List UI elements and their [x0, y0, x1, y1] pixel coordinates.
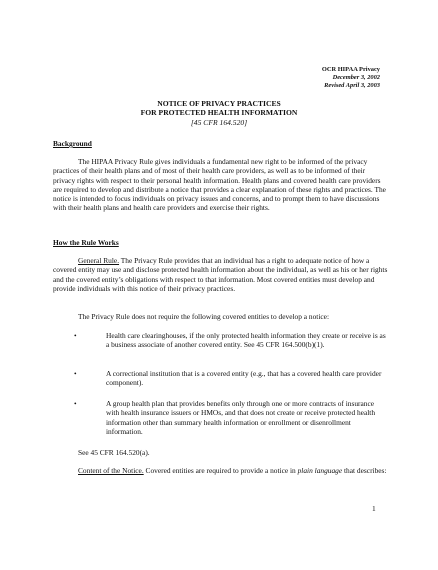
plain-language-term: plain language [297, 466, 343, 475]
header-date: December 3, 2002 [332, 74, 380, 82]
see-cfr-reference: See 45 CFR 164.520(a). [78, 448, 150, 457]
bullet-item-group-health-plan: A group health plan that provides benefits only through one or more contracts of insurance with health insurance issuers or HMOs, and that does not create or receive protected health information other than summary health information or enrollment or disenrollment information. [106, 399, 376, 436]
title-citation: [45 CFR 164.520] [190, 117, 248, 127]
content-of-notice-paragraph [53, 466, 388, 475]
title-line-1: NOTICE OF PRIVACY PRACTICES [157, 99, 281, 108]
document-title [0, 99, 438, 127]
title-line-2: FOR PROTECTED HEALTH INFORMATION [140, 108, 298, 118]
document-header [322, 66, 380, 91]
general-rule-paragraph [53, 256, 388, 293]
bullet-item-correctional: A correctional institution that is a covered entity (e.g., that has a covered health care provider component). [106, 369, 382, 388]
background-heading: Background [53, 139, 92, 148]
bullet-marker: • [74, 399, 77, 408]
general-rule-label: General Rule. [78, 256, 120, 265]
not-required-intro: The Privacy Rule does not require the following covered entities to develop a notice: [78, 312, 330, 321]
header-revised-date: Revised April 3, 2003 [324, 82, 380, 90]
bullet-item-clearinghouses: Health care clearinghouses, if the only protected health information they create or receive is as a business associate of another covered entity. See 45 CFR 164.500(b)(1). [106, 331, 386, 350]
page-number: 1 [372, 504, 376, 513]
background-paragraph: The HIPAA Privacy Rule gives individuals a fundamental new right to be informed of the privacy practices of their health plans and of most of their health care providers, as well as to be informed of their privacy rights with respect to their personal health information. Health plans and covered health care providers are required to develop and distribute a notice that provides a clear explanation of these rights and practices. The notice is intended to focus individuals on privacy issues and concerns, and to prompt them to have discussions with their health plans and health care providers and exercise their rights. [53, 157, 386, 213]
content-body-part-2: that describes: [342, 466, 387, 475]
content-body-part-1: Covered entities are required to provide a notice in [143, 466, 298, 475]
header-office: OCR HIPAA Privacy [321, 66, 380, 73]
content-of-notice-label: Content of the Notice. [78, 466, 144, 475]
general-rule-body: The Privacy Rule provides that an individual has a right to adequate notice of how a covered entity may use and disclose protected health information about the individual, as well as his or her rights and the covered entity’s obligations with respect to that information. Most covered entities must develop and provide individuals with this notice of their privacy practices. [53, 256, 388, 293]
how-rule-works-heading: How the Rule Works [53, 238, 119, 247]
bullet-marker: • [74, 369, 77, 378]
bullet-marker: • [74, 331, 77, 340]
